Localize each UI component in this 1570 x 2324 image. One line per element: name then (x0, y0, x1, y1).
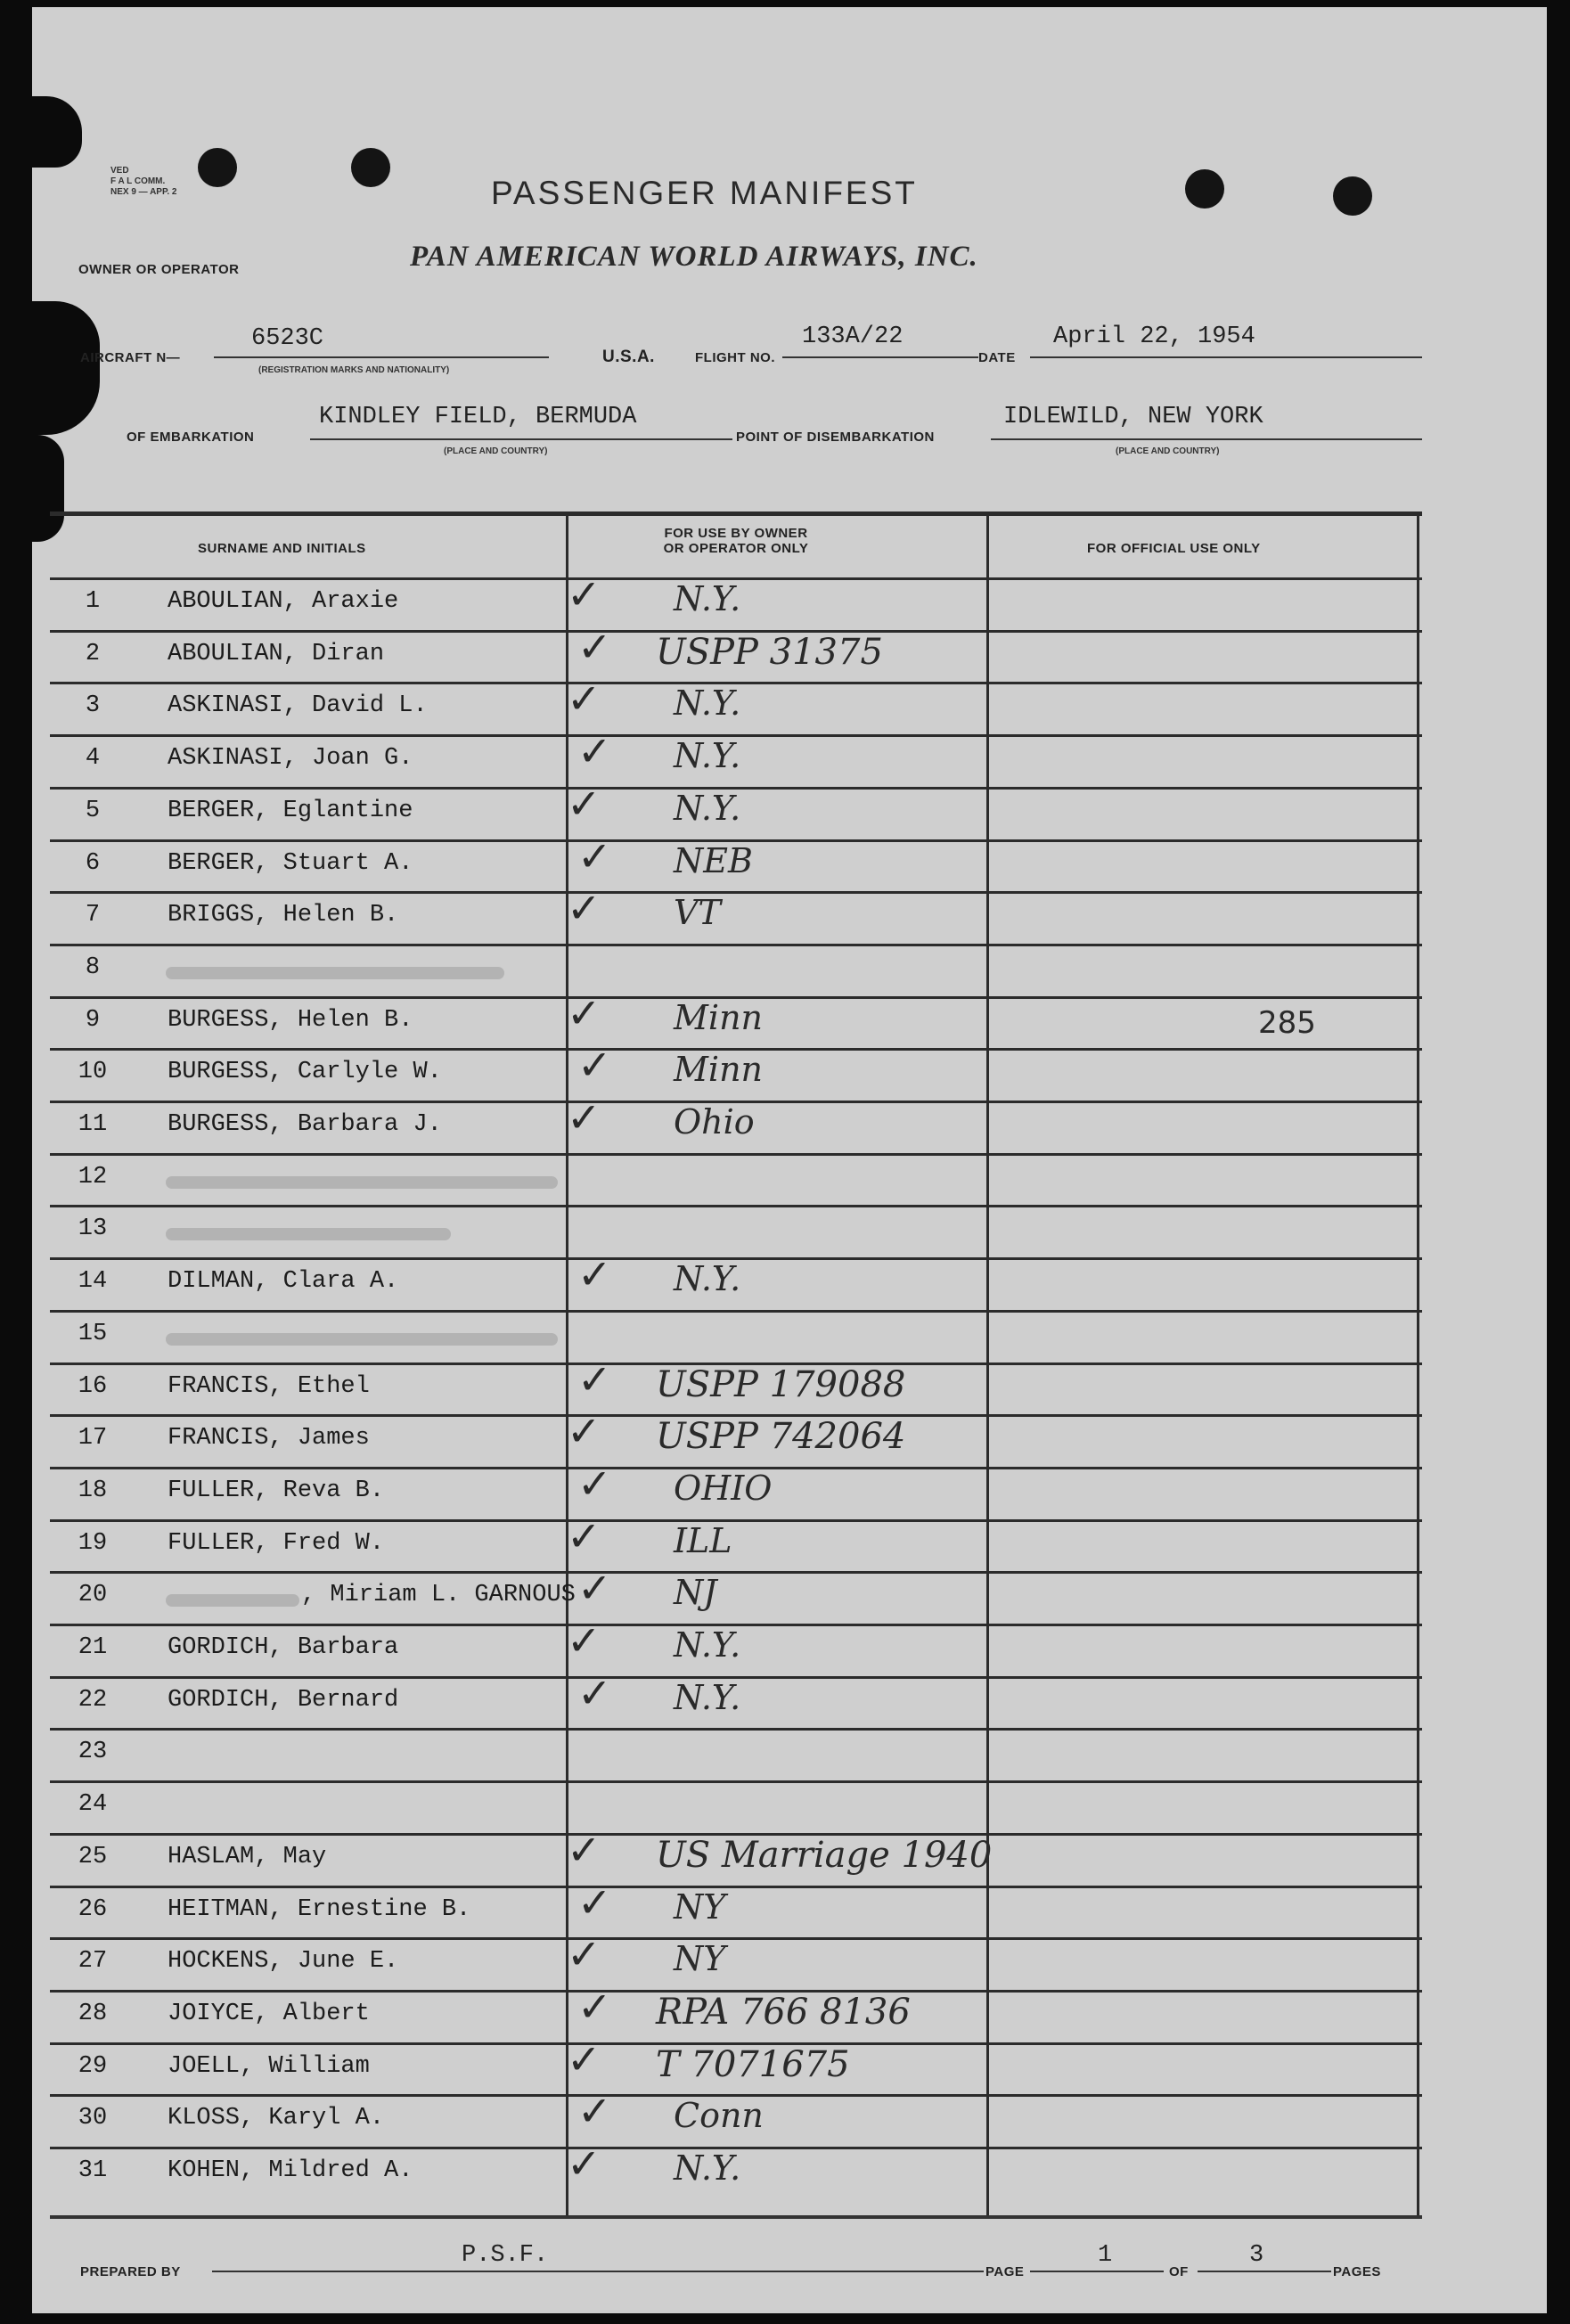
manifest-page (32, 7, 1547, 2313)
date-label: DATE (978, 350, 1016, 365)
row-rule (50, 1886, 1422, 1888)
page-label: PAGE (985, 2264, 1025, 2279)
check-mark: ✓ (567, 1407, 601, 1455)
handwritten-note: N.Y. (674, 1678, 741, 1717)
handwritten-note: N.Y. (674, 736, 741, 775)
row-number: 11 (78, 1111, 108, 1138)
row-rule (50, 1153, 1422, 1156)
handwritten-note: OHIO (674, 1469, 773, 1508)
of-label: OF (1169, 2264, 1189, 2279)
row-rule (50, 1728, 1422, 1731)
check-mark: ✓ (567, 1826, 601, 1874)
row-number: 14 (78, 1268, 108, 1295)
check-mark: ✓ (577, 832, 612, 880)
handwritten-note: USPP 31375 (656, 632, 883, 673)
row-rule (50, 944, 1422, 946)
aircraft-underline (214, 356, 549, 358)
row-number: 25 (78, 1844, 108, 1870)
row-number: 26 (78, 1896, 108, 1923)
embarkation-place: KINDLEY FIELD, BERMUDA (319, 404, 637, 430)
owner-label: OWNER OR OPERATOR (78, 262, 240, 277)
handwritten-note: VT (674, 893, 721, 932)
redacted-name (166, 1228, 451, 1240)
passenger-name: BURGESS, Carlyle W. (168, 1059, 442, 1085)
check-mark: ✓ (577, 1564, 612, 1612)
row-number: 30 (78, 2105, 108, 2132)
row-rule (50, 1780, 1422, 1783)
passenger-name: ABOULIAN, Araxie (168, 588, 399, 615)
torn-edge (29, 301, 100, 435)
total-underline (1198, 2271, 1331, 2272)
page-number: 1 (1098, 2242, 1113, 2269)
handwritten-note: T 7071675 (656, 2044, 850, 2085)
check-mark: ✓ (577, 623, 612, 671)
passenger-name: DILMAN, Clara A. (168, 1268, 399, 1295)
check-mark: ✓ (567, 675, 601, 723)
passenger-name: ASKINASI, David L. (168, 692, 428, 719)
registration-note: (REGISTRATION MARKS AND NATIONALITY) (258, 365, 450, 375)
passenger-name: JOIYCE, Albert (168, 2001, 370, 2027)
corner-stamp: VED F A L COMM. NEX 9 — APP. 2 (110, 166, 177, 197)
row-number: 12 (78, 1164, 108, 1191)
handwritten-note: N.Y. (674, 1259, 741, 1298)
check-mark: ✓ (567, 1512, 601, 1560)
passenger-name: BERGER, Eglantine (168, 798, 413, 824)
row-number: 15 (78, 1321, 108, 1347)
passenger-name: GORDICH, Bernard (168, 1687, 399, 1714)
pages-label: PAGES (1333, 2264, 1381, 2279)
prepared-label: PREPARED BY (80, 2264, 181, 2279)
embarkation-place-note: (PLACE AND COUNTRY) (444, 446, 548, 456)
row-number: 21 (78, 1634, 108, 1661)
passenger-name: BURGESS, Helen B. (168, 1007, 413, 1034)
embarkation-underline (310, 438, 732, 440)
torn-edge (29, 96, 82, 168)
row-rule (50, 1205, 1422, 1207)
row-number: 18 (78, 1477, 108, 1504)
check-mark: ✓ (567, 884, 601, 932)
passenger-name: ASKINASI, Joan G. (168, 745, 413, 772)
handwritten-note: NY (674, 1887, 726, 1927)
prepared-by: P.S.F. (462, 2242, 549, 2269)
flight-number: 133A/22 (802, 323, 904, 350)
handwritten-note: USPP 179088 (656, 1364, 906, 1405)
row-number: 16 (78, 1373, 108, 1400)
check-mark: ✓ (577, 1983, 612, 2031)
check-mark: ✓ (577, 1669, 612, 1717)
torn-edge (29, 435, 64, 542)
passenger-name: BURGESS, Barbara J. (168, 1111, 442, 1138)
passenger-name: BRIGGS, Helen B. (168, 902, 399, 929)
handwritten-note: US Marriage 1940 (656, 1835, 993, 1876)
row-number: 20 (78, 1582, 108, 1608)
flight-underline (782, 356, 978, 358)
row-number: 5 (85, 798, 101, 824)
row-number: 27 (78, 1948, 108, 1975)
row-rule (50, 1310, 1422, 1313)
row-number: 22 (78, 1687, 108, 1714)
handwritten-note: N.Y. (674, 683, 741, 723)
col-surname-header: SURNAME AND INITIALS (198, 541, 366, 556)
col-official-header: FOR OFFICIAL USE ONLY (1087, 541, 1261, 556)
handwritten-note: Conn (674, 2096, 764, 2135)
handwritten-note: NY (674, 1939, 726, 1978)
row-rule (50, 1519, 1422, 1522)
owner-name: PAN AMERICAN WORLD AIRWAYS, INC. (410, 241, 978, 273)
row-number: 17 (78, 1425, 108, 1452)
row-number: 9 (85, 1007, 101, 1034)
row-rule (50, 891, 1422, 894)
row-number: 4 (85, 745, 101, 772)
redacted-name (166, 1176, 558, 1189)
punch-hole (198, 148, 237, 187)
passenger-name: ABOULIAN, Diran (168, 641, 385, 667)
row-number: 28 (78, 2001, 108, 2027)
handwritten-note: ILL (674, 1521, 732, 1560)
passenger-name: FRANCIS, James (168, 1425, 370, 1452)
page-underline (1030, 2271, 1164, 2272)
handwritten-note: Ohio (674, 1102, 755, 1142)
table-top-rule (50, 511, 1422, 516)
punch-hole (351, 148, 390, 187)
table-bottom-rule (50, 2215, 1422, 2219)
disembarkation-place: IDLEWILD, NEW YORK (1003, 404, 1263, 430)
handwritten-note: N.Y. (674, 1625, 741, 1665)
handwritten-note: NJ (674, 1573, 717, 1612)
check-mark: ✓ (577, 2087, 612, 2135)
check-mark: ✓ (567, 1616, 601, 1665)
passenger-name: FULLER, Reva B. (168, 1477, 385, 1504)
total-pages: 3 (1249, 2242, 1264, 2269)
handwritten-note: N.Y. (674, 579, 741, 618)
row-number: 19 (78, 1530, 108, 1557)
passenger-name: GORDICH, Barbara (168, 1634, 399, 1661)
check-mark: ✓ (577, 1878, 612, 1927)
disembarkation-label: POINT OF DISEMBARKATION (736, 430, 935, 445)
row-number: 8 (85, 954, 101, 981)
passenger-name: HEITMAN, Ernestine B. (168, 1896, 471, 1923)
row-number: 2 (85, 641, 101, 667)
check-mark: ✓ (567, 1930, 601, 1978)
handwritten-note: USPP 742064 (656, 1416, 906, 1457)
row-number: 31 (78, 2157, 108, 2184)
passenger-name: HASLAM, May (168, 1844, 327, 1870)
row-number: 1 (85, 588, 101, 615)
country-label: U.S.A. (602, 348, 655, 366)
check-mark: ✓ (577, 1460, 612, 1508)
row-number: 13 (78, 1215, 108, 1242)
row-rule (50, 1937, 1422, 1940)
handwritten-note: N.Y. (674, 789, 741, 828)
passenger-name: KOHEN, Mildred A. (168, 2157, 413, 2184)
row-rule (50, 1571, 1422, 1574)
check-mark: ✓ (567, 1093, 601, 1142)
row-number: 6 (85, 850, 101, 877)
col-owner-header: FOR USE BY OWNER OR OPERATOR ONLY (663, 526, 809, 556)
row-number: 7 (85, 902, 101, 929)
disembarkation-underline (991, 438, 1422, 440)
check-mark: ✓ (577, 727, 612, 775)
handwritten-note: RPA 766 8136 (656, 1992, 911, 2033)
date-underline (1030, 356, 1422, 358)
passenger-name: FULLER, Fred W. (168, 1530, 385, 1557)
flight-date: April 22, 1954 (1053, 323, 1255, 350)
embarkation-label: OF EMBARKATION (127, 430, 255, 445)
redacted-name (166, 967, 504, 979)
handwritten-note: NEB (674, 841, 753, 880)
row-number: 24 (78, 1791, 108, 1818)
passenger-name: FRANCIS, Ethel (168, 1373, 370, 1400)
passenger-name: JOELL, William (168, 2053, 370, 2080)
check-mark: ✓ (567, 2140, 601, 2188)
official-note: 285 (1258, 1005, 1316, 1041)
row-number: 23 (78, 1739, 108, 1765)
prepared-underline (212, 2271, 984, 2272)
handwritten-note: Minn (674, 1050, 764, 1089)
check-mark: ✓ (567, 570, 601, 618)
manifest-title: PASSENGER MANIFEST (491, 175, 918, 211)
check-mark: ✓ (567, 780, 601, 828)
passenger-name: HOCKENS, June E. (168, 1948, 399, 1975)
check-mark: ✓ (577, 1041, 612, 1089)
row-number: 29 (78, 2053, 108, 2080)
row-number: 3 (85, 692, 101, 719)
redacted-name (166, 1333, 558, 1346)
disembarkation-place-note: (PLACE AND COUNTRY) (1116, 446, 1220, 456)
redacted-name (166, 1594, 299, 1607)
check-mark: ✓ (577, 1355, 612, 1403)
passenger-name: , Miriam L. GARNOUS (301, 1582, 576, 1608)
handwritten-note: Minn (674, 998, 764, 1037)
check-mark: ✓ (567, 989, 601, 1037)
punch-hole (1333, 176, 1372, 216)
flight-label: FLIGHT NO. (695, 350, 775, 365)
handwritten-note: N.Y. (674, 2148, 741, 2188)
punch-hole (1185, 169, 1224, 209)
passenger-name: KLOSS, Karyl A. (168, 2105, 385, 2132)
aircraft-label: AIRCRAFT N— (80, 350, 181, 365)
row-number: 10 (78, 1059, 108, 1085)
check-mark: ✓ (577, 1250, 612, 1298)
col-divider-official (986, 515, 989, 2215)
passenger-name: BERGER, Stuart A. (168, 850, 413, 877)
check-mark: ✓ (567, 2035, 601, 2083)
aircraft-number: 6523C (251, 325, 324, 352)
